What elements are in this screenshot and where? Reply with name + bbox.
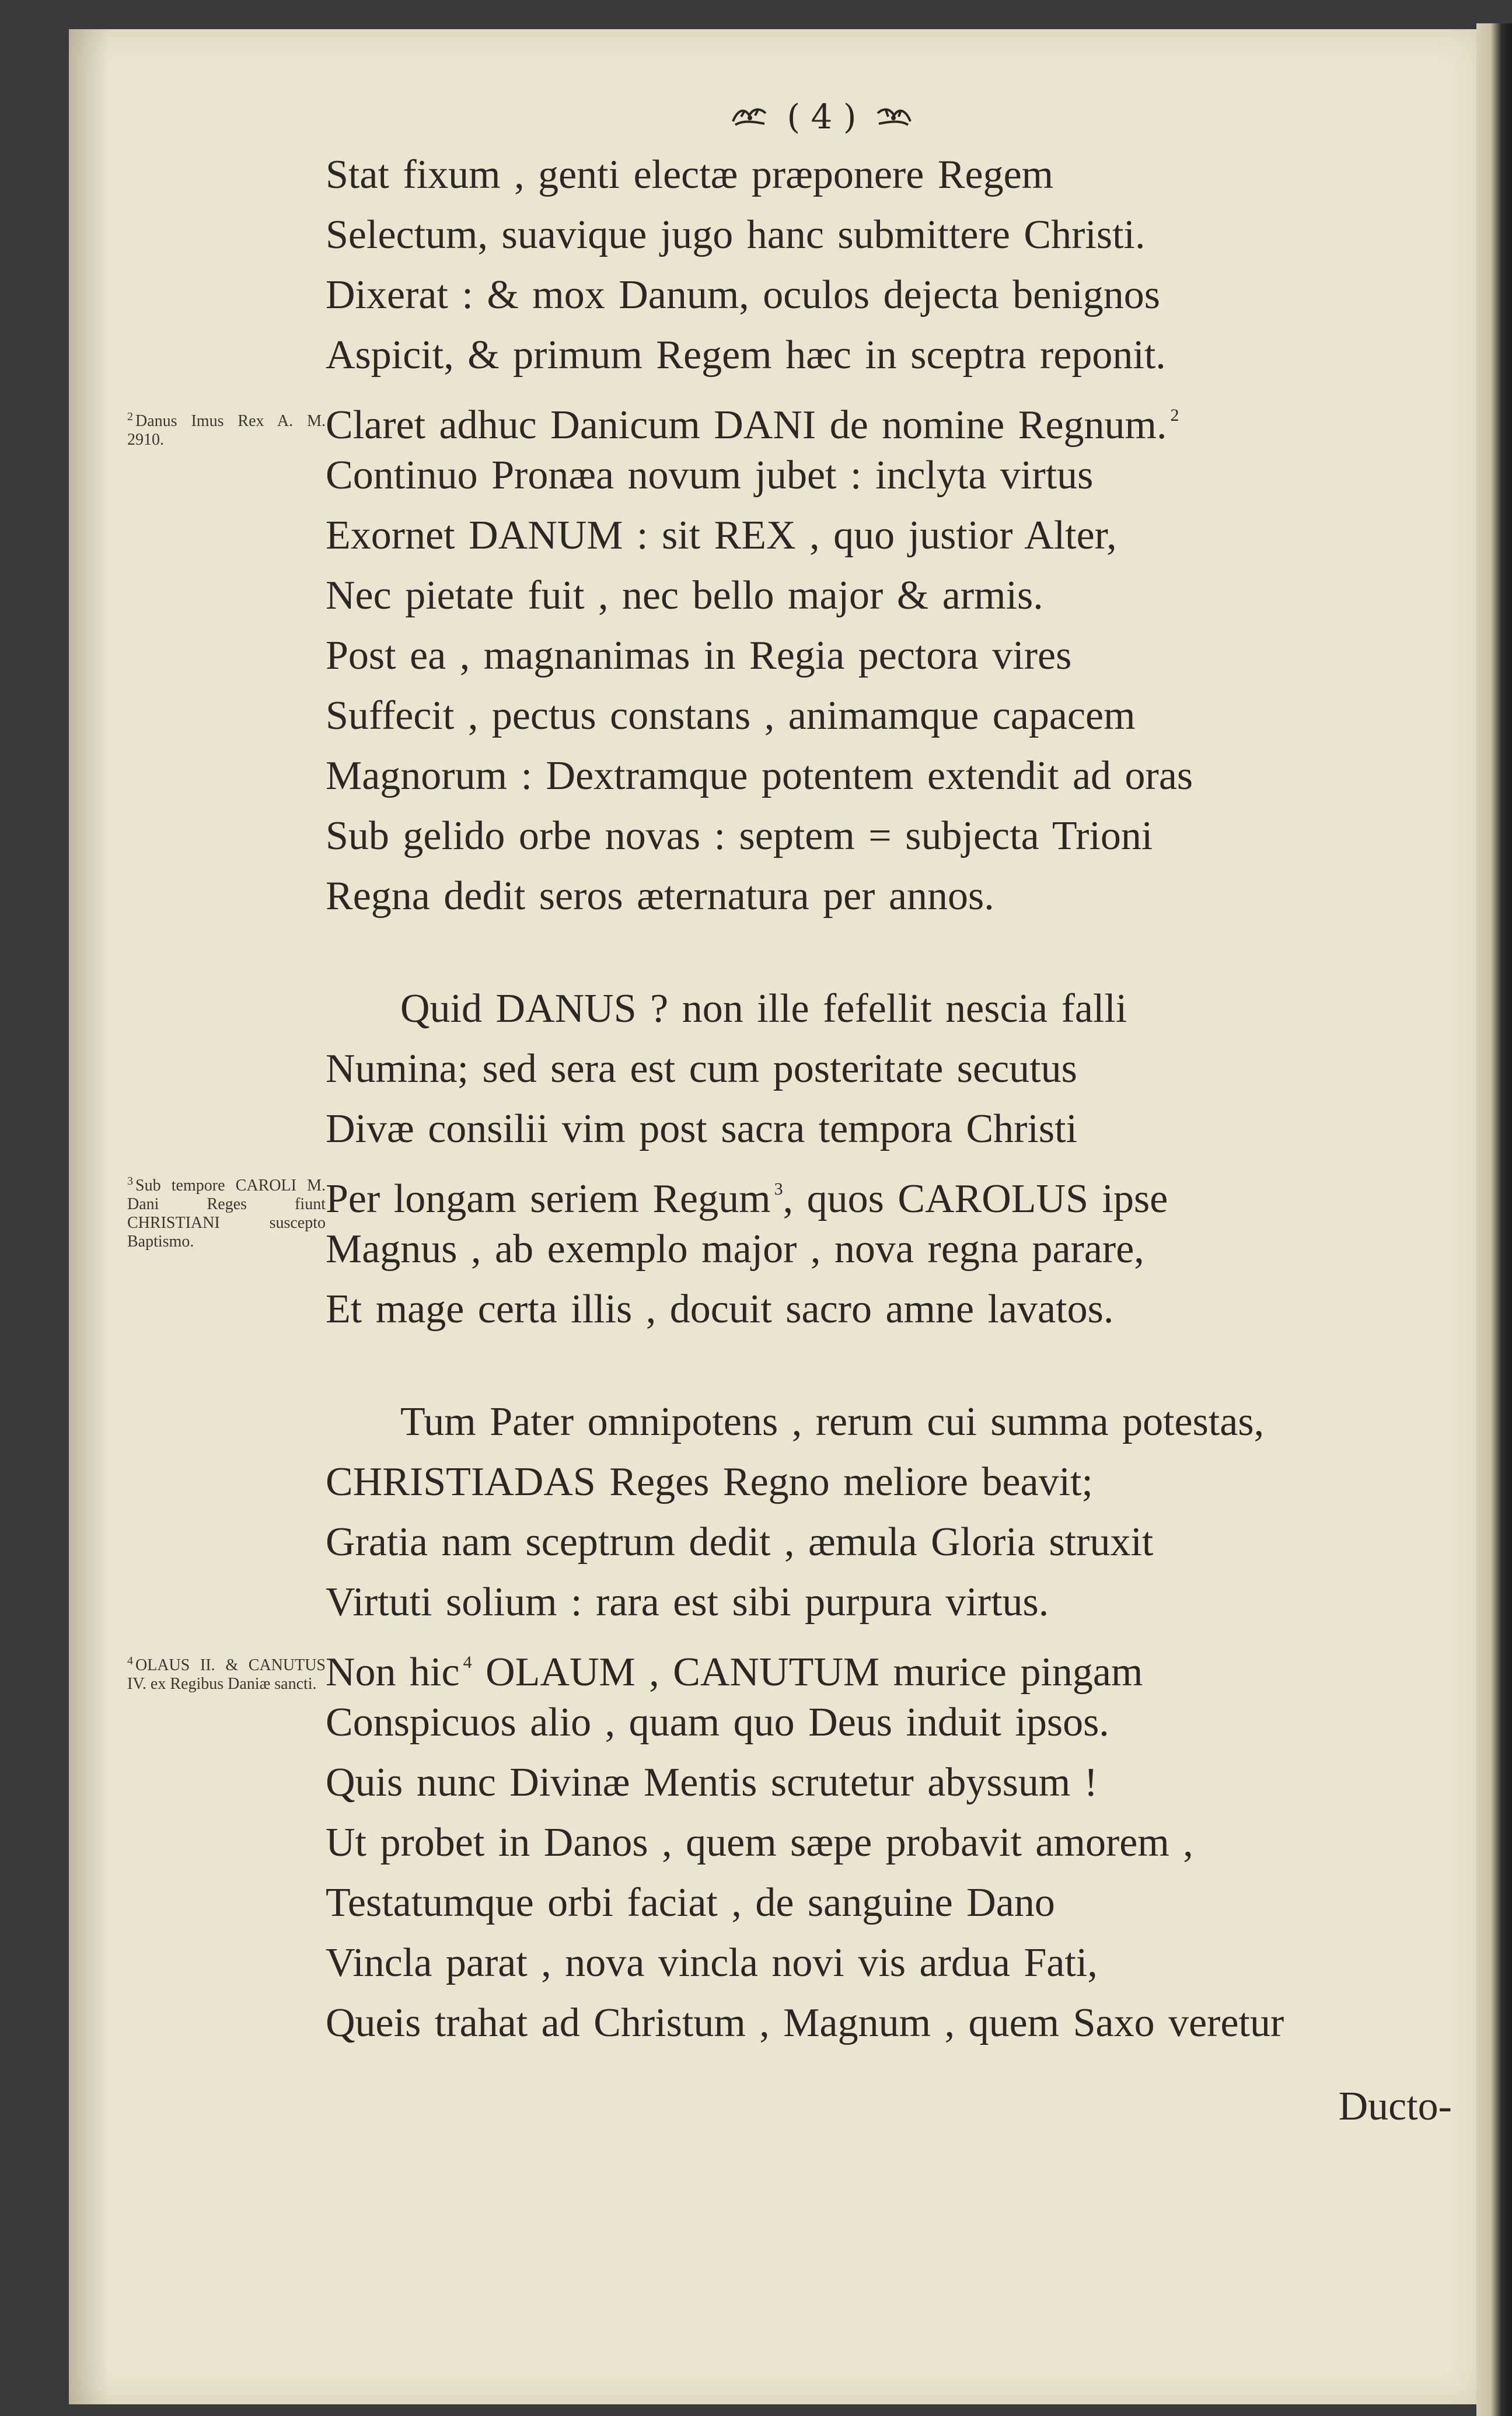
verse-text: Selectum, suavique jugo hanc submittere Christi. xyxy=(326,212,1146,257)
verse-line xyxy=(326,565,1446,626)
verse-line xyxy=(326,1159,1446,1219)
verse-line xyxy=(326,1692,1446,1752)
verse-line xyxy=(326,746,1446,806)
verse-line xyxy=(326,1279,1446,1339)
verse-text: Tum Pater omnipotens , rerum cui summa potestas, xyxy=(400,1399,1265,1444)
stanza xyxy=(326,979,1446,1339)
verse-line xyxy=(326,1933,1446,1993)
verse-text: Queis trahat ad Christum , Magnum , quem Saxo veretur xyxy=(326,2000,1284,2045)
verse-text: Nec pietate fuit , nec bello major & armis. xyxy=(326,573,1043,618)
verse-line xyxy=(326,626,1446,686)
verse-text: Vincla parat , nova vincla novi vis ardua Fati, xyxy=(326,1940,1098,1985)
verse-line xyxy=(326,1392,1446,1452)
verse-line xyxy=(326,145,1446,205)
poem-body xyxy=(326,145,1446,2053)
verse-text-continued: , quos CAROLUS ipse xyxy=(783,1176,1168,1221)
note-text: OLAUS II. & CANUTUS IV. ex Regibus Daniæ sancti. xyxy=(127,1656,326,1693)
verse-text: Claret adhuc Danicum DANI de nomine Regnum. xyxy=(326,403,1167,448)
verse-text: Magnorum : Dextramque potentem extendit ad oras xyxy=(326,753,1193,798)
verse-text: Quid DANUS ? non ille fefellit nescia falli xyxy=(400,986,1127,1031)
verse-text: Regna dedit seros æternatura per annos. xyxy=(326,874,994,919)
book-page xyxy=(69,29,1481,2404)
verse-line xyxy=(326,1039,1446,1099)
side-note-4 xyxy=(127,1652,326,1694)
verse-text: Post ea , magnanimas in Regia pectora vires xyxy=(326,633,1072,678)
verse-line xyxy=(326,445,1446,505)
verse-line xyxy=(326,866,1446,926)
page-number: ( 4 ) xyxy=(787,97,857,137)
verse-line xyxy=(326,1099,1446,1159)
verse-text: Divæ consilii vim post sacra tempora Christi xyxy=(326,1106,1078,1151)
left-fleuron-icon xyxy=(729,104,770,130)
verse-line xyxy=(326,1512,1446,1572)
verse-line xyxy=(326,325,1446,385)
verse-line xyxy=(326,205,1446,265)
verse-text: CHRISTIADAS Reges Regno meliore beavit; xyxy=(326,1460,1093,1504)
verse-line xyxy=(326,1572,1446,1632)
verse-text: Quis nunc Divinæ Mentis scrutetur abyssum ! xyxy=(326,1760,1098,1805)
note-text: Danus Imus Rex A. M. 2910. xyxy=(127,412,326,449)
verse-text: Continuo Pronæa novum jubet : inclyta virtus xyxy=(326,453,1094,498)
verse-text: Sub gelido orbe novas : septem = subjecta Trioni xyxy=(326,814,1153,858)
verse-text: Stat fixum , genti electæ præponere Regem xyxy=(326,152,1054,197)
catchword: Ducto- xyxy=(1338,2084,1452,2129)
note-mark: 4 xyxy=(127,1654,133,1667)
verse-text: Aspicit, & primum Regem hæc in sceptra reponit. xyxy=(326,333,1166,378)
page-header xyxy=(699,93,944,140)
verse-line xyxy=(326,979,1446,1039)
verse-line xyxy=(326,1632,1446,1695)
footnote-mark: 2 xyxy=(1170,406,1179,425)
verse-line xyxy=(326,806,1446,866)
stanza xyxy=(326,1392,1446,2053)
verse-text: Numina; sed sera est cum posteritate secutus xyxy=(326,1046,1077,1091)
verse-line xyxy=(326,385,1446,448)
verse-text: Gratia nam sceptrum dedit , æmula Gloria struxit xyxy=(326,1520,1154,1565)
verse-line xyxy=(326,1993,1446,2053)
verse-text: Conspicuos alio , quam quo Deus induit ipsos. xyxy=(326,1700,1109,1745)
verse-line xyxy=(326,1452,1446,1512)
note-text: Sub tempore CAROLI M. Dani Reges fiunt CHRISTIANI suscepto Baptismo. xyxy=(127,1176,326,1251)
verse-line xyxy=(326,1752,1446,1813)
stanza xyxy=(326,145,1446,926)
verse-text: Suffecit , pectus constans , animamque capacem xyxy=(326,693,1136,738)
verse-text: Magnus , ab exemplo major , nova regna parare, xyxy=(326,1227,1144,1272)
verse-text: Non hic xyxy=(326,1650,460,1695)
verse-text: Per longam seriem Regum xyxy=(326,1176,771,1221)
note-mark: 2 xyxy=(127,410,133,423)
verse-text: Exornet DANUM : sit REX , quo justior Alter, xyxy=(326,513,1117,558)
verse-line xyxy=(326,505,1446,565)
verse-line xyxy=(326,1873,1446,1933)
verse-text: Dixerat : & mox Danum, oculos dejecta benignos xyxy=(326,273,1161,317)
footnote-mark: 3 xyxy=(774,1179,783,1199)
verse-text-continued: OLAUM , CANUTUM murice pingam xyxy=(472,1650,1143,1695)
side-note-3 xyxy=(127,1172,326,1251)
verse-text: Testatumque orbi faciat , de sanguine Dano xyxy=(326,1880,1055,1925)
verse-text: Virtuti solium : rara est sibi purpura virtus. xyxy=(326,1580,1049,1625)
page-edge xyxy=(1476,23,1512,2416)
verse-line xyxy=(326,1219,1446,1279)
footnote-mark: 4 xyxy=(463,1653,472,1672)
verse-line xyxy=(326,686,1446,746)
side-note-2 xyxy=(127,407,326,449)
verse-text: Et mage certa illis , docuit sacro amne lavatos. xyxy=(326,1287,1114,1332)
verse-line xyxy=(326,265,1446,325)
note-mark: 3 xyxy=(127,1175,133,1188)
right-fleuron-icon xyxy=(873,104,914,130)
verse-text: Ut probet in Danos , quem sæpe probavit amorem , xyxy=(326,1820,1193,1865)
verse-line xyxy=(326,1813,1446,1873)
binding-shadow xyxy=(69,29,110,2404)
